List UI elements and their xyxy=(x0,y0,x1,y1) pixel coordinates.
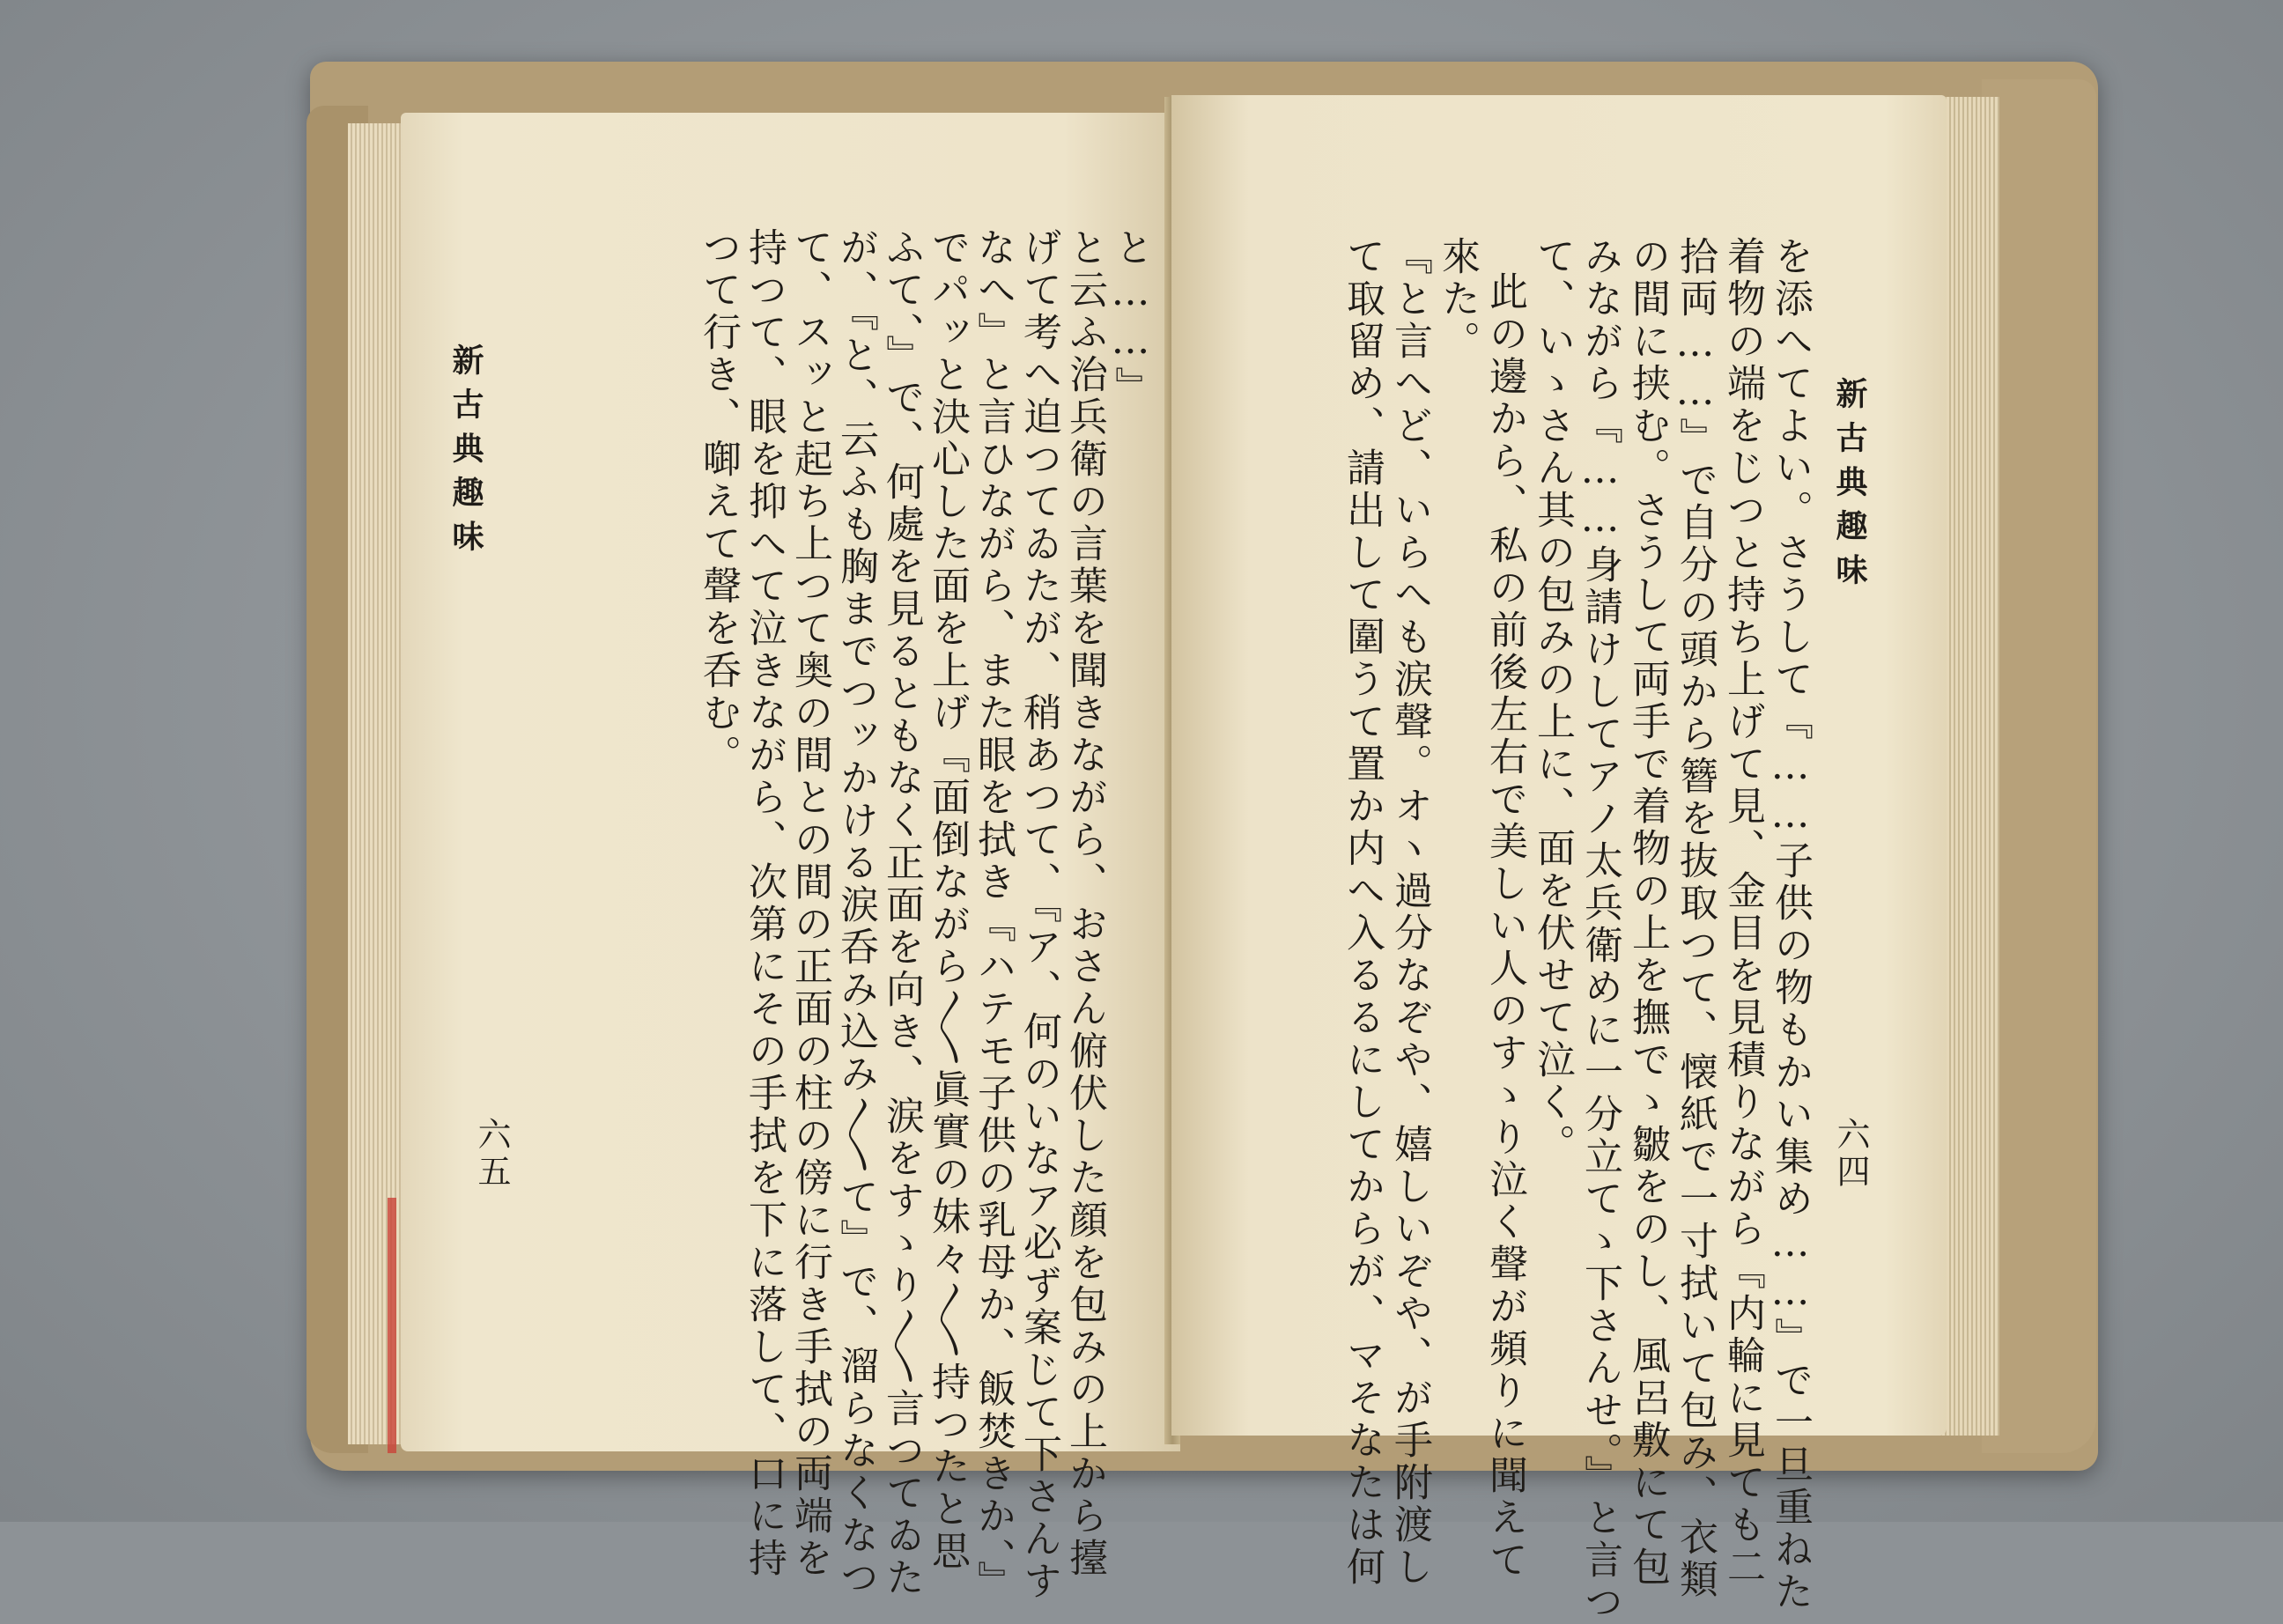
body-column: の間に挟む。さうして両手で着物の上を撫でゝ皺をのし、風呂敷にて包 xyxy=(1625,236,1670,1589)
body-column: でパッと決心した面を上げ『面倒ながら〳〵眞實の妹々〳〵持つたと思 xyxy=(925,227,970,1573)
body-column: と……』 xyxy=(1108,227,1153,409)
body-column: ふて、』で、何處を見るともなく正面を向き、涙をすゝり〳〵言つてゐた xyxy=(879,227,924,1599)
body-column: みながら『……身請けしてアノ太兵衛めに一分立てゝ下さんせ。』と言つ xyxy=(1577,236,1622,1624)
body-column: 着物の端をじつと持ち上げて見、金目を見積りながら『内輪に見ても二 xyxy=(1720,236,1765,1589)
left-page xyxy=(401,113,1180,1603)
body-column: げて考へ迫つてゐたが、稍あつて、『ア、何のいなア必ず案じて下さんす xyxy=(1016,227,1061,1603)
body-column: と云ふ治兵衛の言葉を聞きながら、おさん俯伏した顔を包みの上から擡 xyxy=(1062,227,1107,1580)
body-column: て取留め、請出して圍うて置か内へ入るるにしてからが、マそなたは何 xyxy=(1340,236,1385,1589)
page-number: 六四 xyxy=(1831,1117,1870,1191)
body-column: 『と言へど、いらへも涙聲。オヽ過分なぞや、嬉しいぞや、が手附渡し xyxy=(1387,236,1432,1589)
body-column: つて行き、啣えて聲を呑む。 xyxy=(696,227,741,777)
body-column: て、スッと起ち上つて奥の間との間の正面の柱の傍に行き手拭の両端を xyxy=(787,227,832,1580)
body-column: 來た。 xyxy=(1435,236,1480,363)
body-column: なへ』と言ひながら、また眼を拭き『ハテモ子供の乳母か、飯焚きか、』 xyxy=(971,227,1016,1603)
body-column: が、『と、云ふも胸までつッかける涙呑み込み〳〵て』で、溜らなくなつ xyxy=(833,227,878,1599)
page-number: 六五 xyxy=(472,1117,511,1191)
red-edge-stain xyxy=(388,1198,396,1453)
body-column: を添へてよい。さうして『……子供の物もかい集め……』で一旦重ねた xyxy=(1768,236,1813,1613)
body-column: 此の邊から、私の前後左右で美しい人のすゝり泣く聲が頻りに聞えて xyxy=(1482,271,1527,1582)
right-page xyxy=(1171,95,1947,1624)
body-column: 拾両……』で自分の頭から簪を抜取つて、懐紙で一寸拭いて包み、衣類 xyxy=(1673,236,1718,1601)
body-column: 持つて、眼を抑へて泣きながら、次第にその手拭を下に落して、口に持 xyxy=(742,227,787,1580)
running-header: 新古典趣味 xyxy=(1831,377,1868,597)
running-header: 新古典趣味 xyxy=(447,343,484,564)
body-column: て、いゝさん其の包みの上に、面を伏せて泣く。 xyxy=(1530,236,1575,1166)
